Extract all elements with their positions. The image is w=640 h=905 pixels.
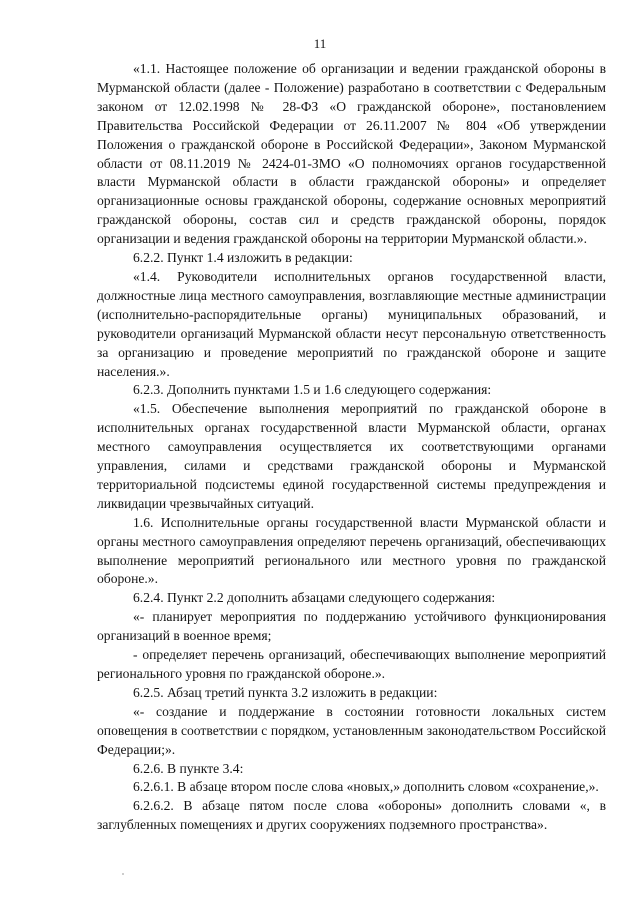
paragraph-1-1: «1.1. Настоящее положение об организации и ведении гражданской обороны в Мурманской области (далее - Положение) разработано в соответствии с Федеральным законом от 12.02.1998 № 28-ФЗ «О гражданской обороне», постановлением Правительства Российской Федерации от 26.11.2007 № 804 «Об утверждении Положения о гражданской обороне в Российской Федерации», Законом Мурманской области от 08.11.2019 № 2424-01-ЗМО «О полномочиях органов государственной власти Мурманской области в области гражданской обороны» и определяет организационные основы гражданской обороны, содержание основных мероприятий гражданской обороны, состав сил и средств гражданской обороны, порядок организации и ведения гражданской обороны на территории Мурманской области.».: [97, 61, 606, 247]
paragraph-1-6: 1.6. Исполнительные органы государственной власти Мурманской области и органы местного самоуправления определяют перечень организаций, обеспечивающих выполнение мероприятий регионального или местного уровня по гражданской обороне.».: [97, 514, 606, 587]
paragraph-warning-systems: «- создание и поддержание в состоянии готовности локальных систем оповещения в соответствии с порядком, установленным законодательством Российской Федерации;».: [97, 703, 606, 757]
paragraph-6-2-5: 6.2.5. Абзац третий пункта 3.2 изложить в редакции:: [133, 684, 438, 700]
paragraph-1-4: «1.4. Руководители исполнительных органов государственной власти, должностные лица местного самоуправления, возглавляющие местные администрации (исполнительно-распорядительные органы) муниципальных образований, и руководители организаций Мурманской области несут персональную ответственность за организацию и проведение мероприятий по гражданской обороне и защите населения.».: [97, 268, 606, 379]
scan-speck: [122, 873, 124, 875]
paragraph-6-2-2: 6.2.2. Пункт 1.4 изложить в редакции:: [133, 250, 353, 266]
paragraph-6-2-4: 6.2.4. Пункт 2.2 дополнить абзацами следующего содержания:: [133, 590, 496, 606]
paragraph-defines-list: - определяет перечень организаций, обеспечивающих выполнение мероприятий регионального уровня по гражданской обороне.».: [97, 647, 606, 681]
paragraph-1-5: «1.5. Обеспечение выполнения мероприятий по гражданской обороне в исполнительных органах государственной власти Мурманской области, органах местного самоуправления осуществляется их соответствующими органами управления, силами и средствами гражданской обороны и Мурманской территориальной подсистемы единой государственной системы предупреждения и ликвидации чрезвычайных ситуаций.: [97, 401, 606, 511]
paragraph-6-2-6: 6.2.6. В пункте 3.4:: [133, 760, 244, 776]
document-body: [97, 60, 606, 835]
paragraph-6-2-3: 6.2.3. Дополнить пунктами 1.5 и 1.6 следующего содержания:: [133, 382, 492, 398]
page-number: 11: [313, 36, 327, 51]
paragraph-plans-measures: «- планирует мероприятия по поддержанию устойчивого функционирования организаций в военное время;: [97, 609, 606, 644]
paragraph-6-2-6-2: 6.2.6.2. В абзаце пятом после слова «обороны» дополнить словами «, в заглубленных помещениях и других сооружениях подземного пространства».: [97, 798, 606, 833]
paragraph-6-2-6-1: 6.2.6.1. В абзаце втором после слова «новых,» дополнить словом «сохранение,».: [133, 779, 599, 795]
